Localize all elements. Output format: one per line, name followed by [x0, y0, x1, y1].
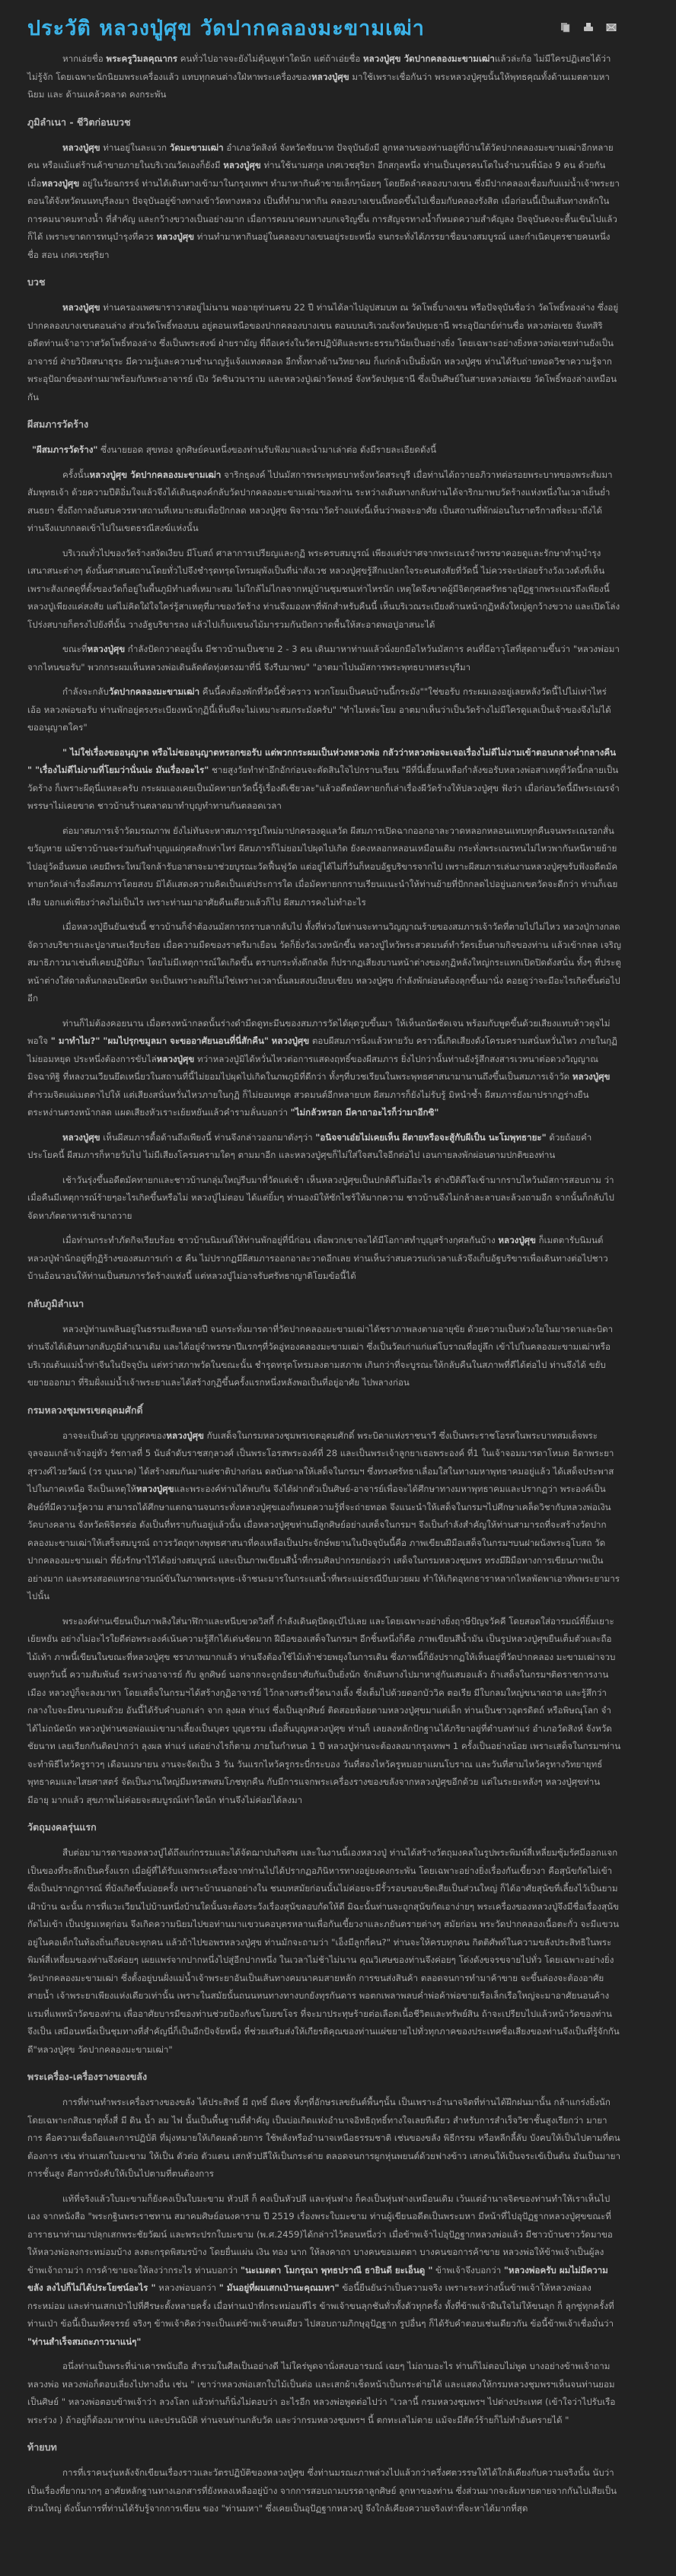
bold-text: หลวงปู่ศุข วัดปากคลองมะขามเฒ่า	[362, 53, 495, 64]
bold-text: หลวงปู่ศุข	[498, 1235, 536, 1245]
bold-text: หลวงปู่ศุข	[223, 160, 261, 170]
text-run: ชายสูงวัยทำท่าอึกอักก่อนจะตัดสินใจไปกราบเรียน "ผีที่นี่เฮี้ยนเหลือกำลังขอรับหลวงพ่อสาเหตุที่วัดนี้กลายเป็นวัดร้าง ก็เพราะผีดุนี่แหละครับ กระผมเองเคยเป็นมัคทายกวัดนี้รู้เรื่องดีเชียวละ"แล้วอดีตมัคทายกก็เล่าเรื่องผีวัดร้างให้ปลวงปู่ศุข ฟังว่า เมื่อก่อนวัดนี้มีพระเณรจำพรรษาไม่เคยขาด ชาวบ้านร้านตลาดมาทำบุญทำทานกันตลอดเวลา	[27, 765, 620, 811]
bold-text: " ไม่ใช่เรื่องขออนุญาต หรือไม่ขออนุญาตหรอกขอรับ แต่พวกกระผมเป็นห่วงหลวงพ่อ กลัวว่าหลวงพ่อจะเจอเรื่องไม่ดีไม่งามเข้าตอนกลางค่ำกลางคืน " "เรื่องไม่ดีไม่งามที่โยมว่านั่นน่ะ มันเรื่องอะไร"	[27, 746, 617, 775]
email-icon[interactable]	[606, 22, 617, 33]
paragraph	[27, 50, 621, 104]
bold-text: หลวงปู่ศุข วัดปากคลองมะขามเฒ่า	[89, 469, 222, 480]
text-run: กำลังปัดกวาดอยู่นั้น มีชาวบ้านเป็นชาย 2 - 3 คน เดินมาหาท่านแล้วนั่งยกมือไหว้นมัสการ คนที่มีอาวุโสที่สุดถามขึ้นว่า "หลวงพ่อมาจากไหนขอรับ" พวกกระผมเห็นหลวงพ่อเดินลัดตัดทุ่งตรงมาที่นี่ จึงรีบมาพบ" "อาตมาไปนมัสการพระพุทธบาทสระบุรีมา	[27, 644, 620, 673]
text-run: ข้าพเจ้าจึงบอกว่า	[432, 2264, 504, 2275]
paragraph	[27, 2190, 621, 2352]
text-run: คืนนี้คงต้องพักที่วัดนี้ชั่วคราว พวกโยมเป็นคนบ้านนี้กระมัง""ใช่ขอรับ กระผมเองอยู่เลยหลังวัดนี้ไปไม่เท่าไหร่ เอ้อ หลวงพ่อขอรับ ท่านพักอยู่ตรงระเบียงหน้ากุฏินี้เห็นทีจะไม่เหมาะสมกระมังครับ" "ทำไมหล่ะโยม อาตมาเห็นว่าเป็นวัดร้างไม่มีใครดูแลเป็นเจ้าของจึงไม่ได้ขออนุญาตใคร"	[27, 686, 611, 733]
paragraph	[27, 1129, 621, 1165]
text-run: ซึ่งนายยอด สุขทอง ลูกศิษย์คนหนึ่งของท่านรับฟังมาและนำมาเล่าต่อ ดังมีรายละเอียดดังนี้	[97, 444, 437, 455]
paragraph	[27, 683, 621, 737]
bold-text: หลวงปู่ศุข	[62, 1131, 100, 1143]
bold-text: หลวงปู่ศุข	[62, 142, 100, 153]
paragraph	[27, 744, 621, 816]
bold-text: "หลวงพ่อครับ ผมไม่มีความขลัง ลงไปก็ไม่ได้ประโยชน์อะไร "	[27, 2264, 608, 2293]
section-heading: ท้ายบท	[27, 2441, 57, 2453]
text-run: ด้วยถ้อยคำประโยคนี้ ผีสมภารก็หายวับไป ไม่มีเสียงโครมครามใดๆ ตามมาอีก และหลวงปู่ศุขก็ไม่ใส่ใจสนใจอีกต่อไป เอนกายลงพักผ่อนตามปกติของท่าน	[27, 1131, 592, 1160]
paragraph	[27, 1321, 621, 1392]
bold-text: หลวงปู่ศุข	[166, 1430, 204, 1441]
text-run: อำเภอวัดสิงห์ จังหวัดชัยนาท ปัจจุบันยังมี ลูกหลานของท่านอยู่ที่บ้านใต้วัดปากคลองมะขามเฒ่าอีกหลายคน หรือแม้แต่ร้านค้าขายภายในบริเวณวัดเองก็ยังมี	[27, 142, 614, 170]
bold-text: "อนิจจาเอ๋ยไม่เคยเห็น ผีตายหรือจะสู้กับผีเป็น นะโมพุทธายะ"	[315, 1131, 547, 1143]
text-run: ก็เมตตารับนิมนต์ หลวงปู่พำนักอยู่ที่กุฏิร้างของสมภารเก่า ๕ คืน ไม่ปรากฏมีผีสมภารออกอาละวาดอีกเลย ท่านเห็นว่าสมควรแก่เวลาแล้วจึงเก็บอัฐบริขารเพื่อเดินทางต่อไปชาวบ้านอ้อนวอนให้ท่านเป็นสมภารวัดร้างแห่งนี้ แต่หลวงปู่ไม่อาจรับศรัทธาญาติโยมข้อนี้ได้	[27, 1235, 608, 1281]
text-run: อาจจะเป็นด้วย บุญกุศลของ	[62, 1430, 167, 1441]
paragraph	[27, 299, 621, 406]
paragraph	[27, 2358, 621, 2429]
article-tools	[560, 22, 621, 33]
text-run: เมื่อหลวงปู่ยืนยันเช่นนี้ ชาวบ้านก็จำต้องนมัสการกราบลากลับไป ทั้งที่ห่วงใยท่านจะทานวิญญาณร้ายของสมภารเจ้าวัดที่ตายไปไม่ไหว หลวงปู่กางกลด จัดวางบริขารและปูอาสนะเรียบร้อย เมื่อความมืดของราตรีมาเยือน วัดก็ยิ่งวังเวงหนักขึ้น หลวงปู่ไหว้พระสวดมนต์ทำวัตรเย็นตามกิจของท่าน แล้วเข้ากลด เจริญสมาธิภาวนาเช่นที่เคยปฏิบัติมา โดยไม่มีเหตุการณ์ใดเกิดขึ้น ตราบกระทั่งดึกสงัด ก็ปรากฏเสียงบานหน้าต่างของกุฏิหลังใหญ่กระแทกเปิดปิดดังสนั่น ทั้งๆ ที่ประตูหน้าต่างใส่ดาลลั่นกลอนปิดสนิท จะเป็นเพราะลมก็ไม่ใช่เพราะเวลานั้นลมสงบเงียบเชียบ หลวงปู่ศุข กำลังพักผ่อนต้องลุกขึ้นมานั่ง คอยดูว่าจะมีอะไรเกิดขึ้นต่อไปอีก	[27, 921, 621, 1003]
text-run: ท่านอยู่ในละแวก	[100, 142, 170, 153]
bold-text: " มันอยู่ที่ผมเสกเป่านะคุณมหา"	[218, 2282, 340, 2293]
text-run: สำรวมจิตแผ่เมตตาไปให้ แต่เสียงสนั่นหวั่นไหวภายในกุฏิ ก็ไม่ยอมหยุด สวดมนต์อีกหลายบท ผีสมภารก็ยังไม่รับรู้ มิหนำซ้ำ ผีสมภารยังมาปรากฏร่างยืนตระหง่านตรงหน้ากลด แผดเสียงหัวเราะเย้ยหยันแล้วคำรามลั่นบอกว่า	[27, 1089, 589, 1118]
text-run: แท้ที่จริงแล้วใบมะขามก็ยังคงเป็นใบมะขาม หัวปลี ก็ คงเป็นหัวปลี และหุ่นฟาง ก็คงเป็นหุ่นฟางเหมือนเดิม เว้นแต่อำนาจจิตของท่านทำให้เราเห็นไปเอง จากหนังสือ "พระกฐินพระราชทาน สมาคมศิษย์อนงคาราม ปี 2519 เรื่องพระใบมะขาม ท่านผู้เขียนอดีตเป็นพระมหา มีหน้าที่ไปอุปัฏฐากหลวงปู่ศุขขณะที่อาราธนาท่านมาปลุกเสกพระชัยวัฒน์ และพระปรกใบมะขาม (พ.ศ.2459)ได้กล่าวไว้ตอนหนึ่งว่า เมื่อข้าพเจ้าไปอุปัฏฐากหลวงพ่อแล้ว มีชาวบ้านชาววัดมาขอให้หลวงพ่อลงกระหม่อมบ้าง ลงตะกรุดพิสมรบ้าง โดยยื่นแผ่น เงิน ทอง นาก ให้ลงคาถา บางคนขอเมตตา บางคนขอการค้าขาย หลวงพ่อให้ข้าพเจ้าเป็นผู้ลง ข้าพเจ้าถามว่า การค้าขายจะให้ลงว่ากระไร ท่านบอกว่า	[27, 2193, 613, 2275]
paragraph	[27, 545, 621, 634]
paragraph	[27, 2464, 621, 2518]
text-run: คนทั่วไปอาจจะยังไม่คุ้นหูเท่าใดนัก แต่ถ้าเอ่ยชื่อ	[177, 53, 363, 64]
paragraph	[27, 1427, 621, 1606]
paragraph	[27, 139, 621, 265]
paragraph	[27, 466, 621, 538]
text-run: ตอบผีสมภารนิ่งแล้วหายวับ คราวนี้เกิดเสียงดังโครมครามสนั่นหวั่นไหว ภายในกุฏิไม่ยอมหยุด ประหนึ่งต้องการขับไล่	[27, 1035, 617, 1064]
section-heading: กลับภูมิลำเนา	[27, 1297, 84, 1309]
bold-text: วัดปากคลองมะขามเฒ่า	[108, 686, 200, 697]
bold-text: หลวงปู่ศุข	[156, 231, 195, 242]
text-run: อยู่ในวัยฉกรรจ์ ท่านได้เดินทางเข้ามาในกรุงเทพฯ ทำมาหากินค้าขายเล็กๆน้อยๆ โดยยึดลำคลองบางเขน ซึ่งมีปากคลองเชื่อมกับแม่น้ำเจ้าพระยาตอนใต้จังหวัดนนทบุรีลงมา ปัจจุบันอยู่ข้างทางเข้าวัดทางหลวง เป็นที่ทำมาหากิน คลองบางเขนนี้ทอดขึ้นไปเชื่อมกับคลองรังสิต เมื่อก่อนนี้เป็นเส้นทางหลักในการคมนาคมทางน้ำ ที่สำคัญ และกว้างขวางเป็นอย่างมาก เมื่อการคมนาคมทางบกเจริญขึ้น การสัญจรทางน้ำก็หมดความสำคัญลง ปัจจุบันคงจะตื้นเขินไปแล้วก็ได้ เพราะขาดการทนุบำรุงที่ควร	[27, 177, 620, 242]
paragraph	[27, 918, 621, 1008]
bold-text: หลวงปู่ศุข	[41, 177, 80, 189]
text-run: ข้อนี้ยืนยันว่าเป็นความจริง เพราะระหว่างนั้นข้าพเจ้าให้หลวงพ่อลงกระหม่อม และท่านเสกเป่าไปที่ศีรษะตั้งหลายครั้ง เมื่อท่านเป่าที่กระหม่อมทีไร ข้าพเจ้าขนลุกชันทั่วทั้งตัวทุกครั้ง ทั้งที่ข้าพเจ้าฝืนใจไม่ให้ขนลุก ก็ ลุกซู่ทุกครั้งที่ท่านเป่า ข้อนี้เป็นมหัศจรรย์ จริงๆ ข้าพเจ้าคิดว่าจะเป็นแต่ข้าพเจ้าคนเดียว ไปสอบถามภิกษุอุปัฏฐาก รูปอื่นๆ ก็ได้รับคำตอบเช่นเดียวกัน ข้อนี้ข้าพเจ้าเชื่อมั่นว่า	[27, 2282, 614, 2329]
bold-text: หลวงปู่ศุข	[136, 1484, 174, 1494]
paragraph	[27, 1232, 621, 1286]
text-run: จาริกธุดงค์ ไปนมัสการพระพุทธบาทจังหวัดสระบุรี เมื่อท่านได้ถวายอภิวาทต่อรอยพระบาทของพระสัมมาสัมพุทธเจ้า ด้วยความปีติอิ่มใจแล้วจึงได้เดินธุดงค์กลับวัดปากคลองมะขามเฒ่าของท่าน ระหว่างเดินทางกลับท่านได้จาริกมาพบวัดร้างแห่งหนึ่งในเวลาเย็นย่ำสนธยา ซึ่งถึงกาลอันสมควรหาสถานที่เหมาะสมเพื่อปักกลด หลวงปู่ศุข พิจารณาวัดร้างแห่งนี้เห็นว่าพอจะอาศัย เป็นสถานที่พักผ่อนในราตรีกาลที่จะมาถึงได้ ท่านจึงแบกกลดเข้าไปในเขตธรณีสงฆ์แห่งนั้น	[27, 469, 613, 533]
bold-text: หลวงปู่ศุข	[156, 1053, 195, 1064]
section-heading: ภูมิลำเนา - ชีวิตก่อนบวช	[27, 116, 131, 128]
bold-text: "ไม่กลัวหรอก มีคาถาอะไรก็ว่ามาอีกซิ"	[290, 1107, 439, 1118]
bold-text: "นะเมตตา โมกรุณา พุทธปราณี ธายินดี ยะเอ็นดู "	[240, 2264, 433, 2275]
article-title: ประวัติ หลวงปู่ศุข วัดปากคลองมะขามเฒ่า	[27, 16, 425, 40]
section-heading: บวช	[27, 276, 46, 288]
text-run: ขณะที่	[62, 644, 88, 654]
paragraph	[27, 1844, 621, 2059]
bold-text: วัดมะขามเฒ่า	[169, 142, 224, 153]
bold-text: " มาทำไม?" "ผมไปรุกขมูลมา จะขออาศัยนอนที่นี่สักคืน"	[50, 1035, 269, 1046]
article-header	[27, 11, 621, 44]
text-run: พระองค์ท่านเขียนเป็นภาพลิงใส่นาฬิกาและหนีบขวดวิสกี้ กำลังเดินดุปัดดุเป๋ไปเลย และโดยเฉพาะอย่างยิ่งฤาษีปัญจวัคคี โดยสอดใส่อารมณ์ที่ยิ้มเยาะเย้ยหยัน อย่างไม่อะไรใยดีต่อพระองค์เน้นความรู้สึกได้เด่นชัดมาก ฝีมือของเสด็จในกรมฯ อีกชิ้นหนึ่งก็คือ ภาพเขียนสีน้ำมัน เป็นรูปหลวงปู่ศุขยืนเต็มตัวและถือไม้เท้า ภาพนี้เขียนในขณะที่หลวงปู่ศุข ชราภาพมากแล้ว ท่านจึงต้องใช้ไม้เท้าช่วยพยุงในการเดิน ซึ่งภาพนี้ก็ยังปรากฏให้เห็นอยู่ที่วัดปากคลอง มะขามเฒ่าจวบจนทุกวันนี้ ความสัมพันธ์ ระหว่างอาจารย์ กับ ลูกศิษย์ นอกจากจะถูกอัธยาศัยกันเป็นยิ่งนัก จักเดินทางไปมาหาสู่กันเสมอแล้ว ถ้าเสด็จในกรมฯติดราชการงานเมือง หลวงปู่ก็จะลงมาหา โดยเสด็จในกรมฯได้สร้างกุฏิอาจารย์ ไว้กลางสระที่วัดนางเลิ้ง ซึ่งเต็มไปด้วยดอกบัววิค ตอเรีย มีใบกลมใหญ่ขนาดถาด และรู้สึกว่ากลางใบจะมีหนามคมด้วย อันนี้ได้รับคำบอกเล่า จาก ลุงผล ท่าแร่ ซึ่งเป็นลูกศิษย์ ติดสอยห้อยตามหลวงปู่ศุขมาแต่เล็ก ท่านเป็นชาวอุตรดิตถ์ หรือพิษณุโลก จำได้ไม่ถนัดนัก หลวงปู่ท่านขอพ่อแม่เขามาเลี้ยงเป็นบุตร บุญธรรม เมื่อสิ้นบุญหลวงปู่ศุข ท่านก็ เลยลงหลักปักฐานได้ภริยาอยู่ที่ตำบลท่าแร่ อำเภอวัดสิงห์ จังหวัดชัยนาท เลยเรียกกันติดปากว่า ลุงผล ท่าแร่ แต่อย่างไรก็ตาม ภายในกำหนด 1 ปี หลวงปู่ท่านจะต้องลงมากรุงเทพฯ 1 ครั้งเป็นอย่างน้อย เพราะเสด็จในกรมฯท่านจะทำพิธีไหว้ครูราวๆ เดือนเมษายน งานจะจัดเป็น 3 วัน วันแรกไหว้ครูกระบี่กระบอง วันที่สองไหว้ครูหมอยาแผนโบราณ และวันที่สามไหว้ครูทางวิทยายุทธ์ พุทธาคมและไสยศาสตร์ จัดเป็นงานใหญ่มีมหรสพสมโภชทุกคืน กับมีการแจกพระเครื่องรางของขลังจากหลวงปู่ศุขอีกด้วย แต่ในระยะหลังๆ หลวงปู่ศุขท่านมีอายุ มากแล้ว สุขภาพไม่ค่อยจะสมบูรณ์เท่าใดนัก ท่านจึงไม่ค่อยได้ลงมา	[27, 1615, 621, 1805]
print-icon[interactable]	[583, 22, 594, 33]
text-run: สืบต่อมามารดาของหลวงปู่ได้ถึงแก่กรรมและได้จัดฌาปนกิจศพ และในงานนี้เองหลวงปู่ ท่านได้สร้างวัตถุมงคลในรูปพระพิมพ์สี่เหลี่ยมซุ้มรัศมีออกแจกเป็นของที่ระลึกเป็นครั้งแรก เมื่อผู้ที่ได้รับแจกพระเครื่องจากท่านไปได้ปรากฏอภินิหารทางอยู่ยงคงกระพัน โดยเฉพาะอย่างยิ่งเรื่องกันเขี้ยวงา คือสุนัขกัดไม่เข้า ซึ่งเป็นปรากฏการณ์ ที่บังเกิดขึ้นบ่อยครั้ง เพราะบ้านนอกอย่างใน ชนบทสมัยก่อนนั้นไม่ค่อยจะมีรั้วรอบขอบชิดเสียเป็นส่วนใหญ่ ก็ได้อาศัยสุนัขที่เลี้ยงไว้เป็นยามเฝ้าบ้าน ฉะนั้น การที่แวะเวียนไปบ้านหนึ่งบ้านใดนั้นจะต้องระวังเรื่องสุนัขลอบกัดให้ดี มิฉะนั้นท่านจะถูกสุนัขกัดเอาง่ายๆ พระเครื่องของหลวงปู่จึงมีชื่อเรื่องสุนัขกัดไม่เข้า เป็นปฐมเหตุก่อน จึงเกิดความนิยมไปขอท่านมาแขวนคอบุตรหลานเพื่อกันเขี้ยวงาและภยันตรายต่างๆ สมัยก่อน พระวัดปากคลองเนื้อตะกั่ว จะมีแขวนอยู่ในคอเด็กในท้องถิ่นเกือบจะทุกคน แล้วถ้าไปขอพรหลวงปู่ศุข ท่านมักจะถามว่า "เอ็งมีลูกกี่คน?" ท่านจะให้ครบทุกคน กิตติศัพท์ในความขลังประสิทธิในพระพิมพ์สี่เหลี่ยมของท่านจึงค่อยๆ เผยแพร่จากปากหนึ่งไปสู่อีกปากหนึ่ง ในเวลาไม่ช้าไม่นาน คุณวิเศษของท่านจึงค่อยๆ โด่งดังขจรขจายไปทั่ว โดยเฉพาะอย่างยิ่งวัดปากคลองมะขามเฒ่า ซึ่งตั้งอยู่บนฝั่งแม่น้ำเจ้าพระยาอันเป็นเส้นทางคมนาคมสายหลัก การขนส่งสินค้า ตลอดจนการทำมาค้าขาย จะขึ้นล่องจะต้องอาศัยสายน้ำ เจ้าพระยาเพียงแห่งเดียวเท่านั้น เพราะในสมัยนั้นถนนหนทางทางบกยังทุรกันดาร พอตกเพลาพลบค่ำพ่อค้าพ่อขายเรือเล็กเรือใหญ่จะมาอาศัยนอนค้างแรมที่แพหน้าวัดของท่าน เพื่ออาศัยบารมีของท่านช่วยป้องกันขโมยขโจร ที่จะมาประทุษร้ายต่อเลือดเนื้อชีวิตและทรัพย์สิน ถ้าจะเปรียบไปแล้วหน้าวัดของท่านจึงเป็น เสมือนหนึ่งเป็นชุมทางที่สำคัญนี่ก็เป็นอีกปัจจัยหนึ่ง ที่ช่วยเสริมส่งให้เกียรติคุณของท่านแผ่ขยายไปทั่วทุกภาคของประเทศชื่อเสียงของท่านจึงเป็นที่รู้จักกันดี"หลวงปู่ศุข วัดปากคลองมะขามเฒ่า"	[27, 1847, 620, 2055]
text-run: ครั้งนั้น	[62, 469, 90, 480]
pdf-icon[interactable]	[560, 22, 571, 33]
bold-text: "ท่านสำเร็จสมถะภาวนาแน่ๆ"	[27, 2336, 142, 2347]
bold-text: พระครูวิมลคุณากร	[106, 53, 178, 64]
paragraph	[27, 1172, 621, 1226]
paragraph	[27, 2094, 621, 2183]
paragraph	[27, 1613, 621, 1810]
text-run: แล้วล่ะก้อ ไม่มีใครปฏิเสธได้ว่าไม่รู้จัก โดยเฉพาะนักนิยมพระเครื่องแล้ว แทบทุกคนต่างใฝ่หาพระเครื่องของ	[27, 53, 611, 82]
text-run: ท่านครองเพศฆาราวาสอยู่ไม่นาน พออายุท่านครบ 22 ปี ท่านได้ลาไปอุปสมบท ณ วัดโพธิ์บางเขน หรือปัจจุบันชื่อว่า วัดโพธิ์ทองล่าง ซึ่งอยู่ปากคลองบางเขนตอนล่าง ส่วนวัดโพธิ์ทองบน อยู่ตอนเหนือของปากคลองบางเขน ตอนบนบริเวณจังหวัดปทุมธานี พระอุปัฌาย์ท่านชื่อ หลวงพ่อเชย จันทสิริ อดีตท่านเจ้าอาวาสวัดโพธิ์ทองล่าง ซึ่งเป็นพระสงฆ์ ฝ่ายรามัญ ที่ถือเคร่งในวัตรปฏิบัติและพระธรรมวินัยเป็นอย่างยิ่ง โดยเฉพาะอย่างยิ่งหลวงพ่อเชยท่านยังเป็นอาจารย์ ฝ่ายวิปัสสนาธุระ มีความรู้และความชำนาญรู้แจ้งแทงตลอด อีกทั้งทางด้านวิทยาคม ก็แก่กล้าเป็นยิ่งนัก หลวงปู่ศุข ท่านได้รับถ่ายทอดวิชาความรู้จากพระอุปัฌาย์ของท่านมาพร้อมกับพระอาจารย์ เปิง วัดชินวนาราม และหลวงปู่เฒ่าวัดหงษ์ จังหวัดปทุมธานี ซึ่งเป็นศิษย์ในสายหลวงพ่อเชย วัดโพธิ์ทองล่างเหมือนกัน	[27, 302, 619, 402]
text-run: อนึ่งท่านเป็นพระที่น่าเคารพนับถือ สำรวมในศีลเป็นอย่างดี ไม่ใคร่พูดจานั่งสงบอารมณ์ เฉยๆ ไม่ถามอะไร ท่านก็ไม่ตอบไม่พูด บางอย่างข้าพเจ้าถามหลวงพ่อ หลวงพ่อก็ตอบเลี่ยงไปทางอื่น เช่น " เขาว่าหลวงพ่อเสกใบไม้เป็นต่อ และเสกผ้าเช็ดหน้าเป็นกระต่ายได้ และแสดงให้กรมหลวงชุมพรฯเห็นจนท่านยอมเป็นศิษย์ " หลวงพ่อตอบข้าพเจ้าว่า ลวงโลก แล้วท่านก็นิ่งไม่ตอบว่า อะไรอีก หลวงพ่อพูดต่อไปว่า "เวลานี้ กรมหลวงชุมพรฯ ไปต่างประเทศ (เข้าใจว่าไปรับเรือพระร่วง ) ถ้าอยู่ก็ต้องมาหาท่าน และปรนนิบัติ ท่านจนท่านกลับวัด และว่ากรมหลวงชุมพรฯ นี้ ตกทะเลไม่ตาย แม้จะมีสัตว์ร้ายก็ไม่ทำอันตรายได้ "	[27, 2361, 616, 2425]
paragraph	[27, 1015, 621, 1122]
text-run: และพระองค์ท่านได้พบกัน จึงได้ฝากตัวเป็นศิษย์-อาจารย์เพื่อจะได้ศึกษาทางมหาพุทธาคมและปรากฏว่า พระองค์เป็นศิษย์ที่มีความรู้ความ สามารถได้ศึกษาแตกฉานจนกระทั่งหลวงปู่ศุขเองก็หมดความรู้ที่จะถ่ายทอด จึงแนะนำให้เสด็จในกรมฯไปศึกษาเคล็ดวิชากับหลวงพ่อเงินวัดบางคลาน จังหวัดพิจิตรต่อ ดังเป็นที่ทราบกันอยู่แล้วนั้น เมื่อหลวงปู่ศุขท่านมีลูกศิษย์อย่างเสด็จในกรมฯ จึงเป็นกำลังสำคัญให้ท่านสามารถที่จะสร้างวัดปากคลองมะขามเฒ่าให้เสร็จสมบูรณ์ ถาวรวัตถุทางพุทธศาสนาที่คงเหลือเป็นประจักษ์พยานในปัจจุบันนี้คือ ภาพเขียนฝีมือเสด็จในกรมฯบนฝาผนังพระอุโบสถ วัดปากคลองมะขามเฒ่า ที่ยังรักษาไว้ได้อย่างสมบูรณ์ และเป็นภาพเขียนสีน้ำที่กรมศิลปากรยกย่องว่า เสด็จในกรมหลวงชุมพร ทรงมีฝีมือทางการเขียนภาพเป็นอย่างมาก และทรงสอดแทรกอารมณ์ขันในภาพพระพุทธ-เจ้าชนะมารในกระแสน้ำที่พระแม่ธรณีบีบมวยผม ทำให้เกิดอุทกธาราหลากไหลพัดพาเอาทัพพระยามารไปนั้น	[27, 1484, 620, 1601]
section-heading: พระเครื่อง-เครื่องรางของขลัง	[27, 2071, 148, 2082]
section-heading: วัตถุมงคลรุ่นแรก	[27, 1821, 97, 1833]
text-run: การที่เราคนรุ่นหลังจักเขียนเรื่องราวและวัตรปฏิบัติของหลวงปู่ศุข ซึ่งท่านมรณะภาพล่วงไปแล้วกว่าครึ่งศตวรรษให้ได้ใกล้เคียงกับความจริงนั้น นับว่าเป็นเรื่องที่ยากมากๆ อาศัยหลักฐานทางเอกสารที่ยังหลงเหลืออยู่บ้าง จากการสอบถามบรรดาลูกศิษย์ ลูกหาของท่าน ซึ่งส่วนมากจะล้มหายตายจากกันไปเสียเป็นส่วนใหญ่ ดังนั้นการที่ท่านได้รับรู้จากการเขียน ของ "ท่านมหา" ซึ่งเคยเป็นอุปัฏฐากหลวงปู่ จึงใกล้เคียงความจริงเท่าที่จะหาได้มากที่สุด	[27, 2467, 617, 2514]
section-heading: ผีสมภารวัดร้าง	[27, 418, 89, 430]
text-run: หลวงพ่อบอกว่า	[155, 2282, 219, 2293]
text-run: ท่านทำมาหากินอยู่ในคลองบางเขนอยู่ระยะหนึ่ง จนกระทั่งได้ภรรยาชื่อนางสมบูรณ์ และกำเนิดบุตรชายคนหนึ่งชื่อ สอน เกศเวชสุริยา	[27, 231, 611, 260]
bold-text: หลวงปู่ศุข	[87, 644, 126, 654]
text-run: หากเอ่ยชื่อ	[62, 53, 107, 64]
text-run: ท่านก็ไม่ต้องคอยนาน เมื่อตรงหน้ากลดนั้นร่างดำมืดดูทะมึนของสมภารวัดได้ผุดวูบขึ้นมา ให้เห็นถนัดชัดเจน พร้อมกับพูดขึ้นด้วยเสียงแทบห้าวดุจไม่พอใจ	[27, 1017, 611, 1046]
article-body	[27, 50, 621, 2518]
text-run: เห็นผีสมภารดื้อด้านถึงเพียงนี้ ท่านจึงกล่าวออกมาดังๆว่า	[100, 1131, 316, 1143]
section-heading: กรมหลวงชุมพรเขตอุดมศักดิ์	[27, 1404, 143, 1416]
paragraph	[27, 641, 621, 676]
paragraph	[27, 441, 621, 460]
text-run: การที่ท่านทำพระเครื่องรางของขลัง ได้ประสิทธิ์ มี ฤทธิ์ มีเดช ทั้งๆที่อักษรเลขยันต์พื้นๆนั้น เป็นเพราะอำนาจจิตที่ท่านได้ฝึกฝนมานั้น กล้าแกร่งยิ่งนัก โดยเฉพาะกสิณธาตุทั้งสี่ มี ดิน น้ำ ลม ไฟ นั้นเป็นพื้นฐานที่สำคัญ เป็นบ่อเกิดแห่งอำนาจอิทธิฤทธิ์ทางใจเลยทีเดียว สำหรับการสำเร็จวิชาชั้นสูงเรียกว่า มายาการ คือความเชื่อถือและการปฏิบัติ ที่มุ่งหมายให้เกิดผลด้วยการ ใช้พลังหรืออำนาจเหนือธรรมชาติ เช่นของขลัง พิธีกรรม หรือหลีกลี้ลับ บังคบให้เป็นไปตามที่ตนต้องการ เช่น ท่านเสกใบมะขาม ให้เป็น ตัวต่อ ตัวแตน เสกหัวปลีให้เป็นกระต่าย ตลอดจนการผูกหุ่นพยนต์ด้วยฟางข้าว เสกคนให้เป็นจระเข้เป็นต้น มันเป็นมายาการชั้นสูง คือการบังคับให้เป็นไปตามที่ตนต้องการ	[27, 2097, 620, 2179]
bold-text: หลวงปู่ศุข	[311, 71, 349, 82]
text-run: ต่อมาสมภารเจ้าวัดมรณภาพ ยังไม่ทันจะหาสมภารรูปใหม่มาปกครองดูแลวัด ผีสมภารเปิดฉากออกอาละวาดหลอกหลอนแทบทุกคืนจนพระเณรอกสั่นขวัญหาย แม้ชาวบ้านจะร่วมกันทำบุญแผ่กุศลสักเท่าไหร่ ผีสมภารก็ไม่ยอมไปผุดไปเกิด ยังคงหลอกหลอนเหมือนเดิม กระทั่งพระเณรทนไม่ไหวพากันหนีหายย้ายไปอยู่วัดอื่นหมด เคยมีพระใหม่ใจกล้ารับอาสาจะมาช่วยบูรณะวัดฟื้นฟูวัด แต่อยู่ได้ไม่กี่วันก็หอบอัฐบริขารจากไป เพราะผีสมภารเล่นงานหลวงปู่ศุขรับฟังอดีตมัคทายกวัดเล่าเรื่องผีสมภารโดยสงบ มิได้แสดงความคิดเป็นแต่ประการใด เมื่อมัคทายกกราบเรียนแนะนำให้ท่านย้ายที่ปักกลดไปอยู่นอกเขตวัดจะดีกว่า ท่านก็เฉยเสีย บอกแต่เพียงว่าคงไม่เป็นไร เพราะท่านมาอาศัยคืนเดียวแล้วก็ไป ผีสมภารคงไม่ทำอะไร	[27, 825, 618, 908]
bold-text: "ผีสมภารวัดร้าง"	[32, 444, 98, 455]
text-run: กับเสด็จในกรมหลวงชุมพรเขตอุดมศักดิ์ พระบิดาแห่งราชนาวี ซึ่งเป็นพระราชโอรสในพระบาทสมเด็จพระจุลจอมเกล้าเจ้าอยู่หัว รัชกาลที่ 5 นับลำดับราชสกุลวงศ์ เป็นพระโอรสพระองค์ที่ 28 และเป็นพระเจ้าลูกยาเธอพระองค์ ที่1 ในเจ้าจอมมารดาโหมด ธิดาพระยาสุรวงศ์ไวยวัฒน์ (วร บุนนาค) ได้สร้างสมกันมาแต่ชาติปางก่อน ดลบันดาลให้เสด็จในกรมฯ ซึ่งทรงศรัทธาเลื่อมใสในทางมหาพุทธาคมอยู่แล้ว ได้เสด็จประพาสไปในภาคเหนือ จึงเป็นเหตุให้	[27, 1430, 614, 1494]
bold-text: หลวงปู่ศุข	[572, 1071, 611, 1082]
text-run: บริเวณทั่วไปของวัดร้างสงัดเงียบ มีโบสถ์ ศาลาการเปรียญและกุฏิ พระครบสมบูรณ์ เพียงแต่ปราศจากพระเณรจำพรรษาคอยดูและรักษาทำนุบำรุง เสนาสนะต่างๆ ดังนั้นศาสนสถานโดยทั่วไปจึงชำรุดทรุดโทรมผุพังเป็นที่น่าสังเวช หลวงปู่ศุขรู้สึกแปลกใจระคนสงสัยที่วัดนี้ ไม่ควรจะปล่อยร้างวังเวงดังที่เห็น เพราะสังเกตดูที่ตั้งของวัดก็อยู่ในพื้นภูมิทำเลที่เหมาะสม ไม่ใกล้ไม่ไกลจากหมู่บ้านชุมชนเท่าไหรนัก เหตุใดจึงขาดผู้มีจิตกุศลศรัทธาอุปัฏฐากพระเณรถึงเพียงนี้ หลวงปู่เพียงแค่สงสัย แต่ไม่คิดใฝ่ใจใคร่รู้สาเหตุที่มาของวัดร้าง ท่านจึงมองหาที่พักสำหรับคืนนี้ เห็นบริเวณระเบียงด้านหน้ากุฏิหลังใหญ่ดูกว้างขวาง และเปิดโล่งโปร่งสบายก็ตรงไปยังที่นั้น วางอัฐบริขารลง แล้วไปเก็บแขนงไม้มารวมกันปัดกวาดพื้นให้สะอาดพอปูอาสนะได้	[27, 547, 620, 630]
text-run: ทว่าหลวงปู่มิได้หวั่นไหวต่อการแสดงฤทธิ์ของผีสมภาร ยิ่งไปกว่านั้นท่านยังรู้สึกสงสารเวทนาต่อดวงวิญญาณมิจฉาทิฐิ ที่หลงวนเวียนยึดเหนี่ยวในสถานที่นี้ไม่ยอมไปผุดไปเกิดในภพภูมิที่ดีกว่า ทั้งๆที่บวชเรียนในพระพุทธศาสนามานานถึงขึ้นเป็นสมภารเจ้าวัด	[27, 1053, 599, 1082]
text-run: กำลังจะกลับ	[62, 686, 109, 697]
text-run: มาใช้เพราะเชื่อกันว่า พระหลวงปู่ศุขนั้นให้พุทธคุณทั้งด้านเมตตามหานิยม และ ด้านแคล้วคลาด คงกระพัน	[27, 71, 610, 100]
text-run: เช้าวันรุ่งขึ้นอดีตมัคทายกและชาวบ้านกลุ่มใหญ่รีบมาที่วัดแต่เช้า เห็นหลวงปู่ศุขเป็นปกติดีไม่มีอะไร ต่างปีติดีใจเข้ามากราบไหว้นมัสการสอบถาม ว่าเมื่อคืนมีเหตุการณ์ร้ายๆอะไรเกิดขึ้นหรือไม่ หลวงปู่ไม่ตอบ ได้แต่ยิ้มๆ ท่านองมิให้ซักไซร้ให้มากความ ชาวบ้านจึงไม่กล้าละลาบละล้วงถามอีก จากนั้นก็กลับไปจัดหาภัตตาหารเช้ามาถวาย	[27, 1174, 614, 1221]
bold-text: หลวงปู่ศุข	[271, 1035, 310, 1046]
bold-text: หลวงปู่ศุข	[62, 302, 100, 313]
text-run: หลวงปู่ท่านเพลินอยู่ในธรรมเสียหลายปี จนกระทั่งมารดาที่วัดปากคลองมะขามเฒ่าได้ชราภาพลงตามอายุขัย ด้วยความเป็นห่วงใยในมารดาและบิดา ท่านจึงได้เดินทางกลับภูมิลำเนาเดิม และได้อยู่จำพรรษาปีแรกๆที่วัดอู่ทองคลองมะขามเฒ่า ซึ่งเป็นวัดเก่าแก่แต่โบราณที่อยู่ลึก เข้าไปในคลองมะขามเฒ่าหรือบริเวณต้นแม่น้ำท่าจีนในปัจจุบัน แต่ทว่าสภาพวัดในขณะนั้น ชำรุดทรุดโทรมลงตามสภาพ เกินกว่าที่จะบูรณะให้กลับคืนในสภาพที่ดีได้ต่อไป ท่านจึงได้ ขยับขยายออกมา ที่ริมฝั่งแม่น้ำเจ้าพระยาและได้สร้างกุฏิขึ้นครั้งแรกหนึ่งหลังพอเป็นที่อยู่อาศัย ไปพลางก่อน	[27, 1323, 614, 1388]
paragraph	[27, 822, 621, 912]
text-run: ท่านใช้นามสกุล เกศเวชสุริยา อีกสกุลหนึ่ง ท่านเป็นบุตรคนโตในจำนวนพี่น้อง 9 คน ด้วยกัน เมื่อ	[27, 160, 606, 189]
text-run: เมื่อท่านกระทำภัตกิจเรียบร้อย ชาวบ้านนิมนต์ให้ท่านพักอยู่ที่นี่ก่อน เพื่อพวกเขาจะได้มีโอกาสทำบุญสร้างกุศลกันบ้าง	[62, 1235, 499, 1245]
